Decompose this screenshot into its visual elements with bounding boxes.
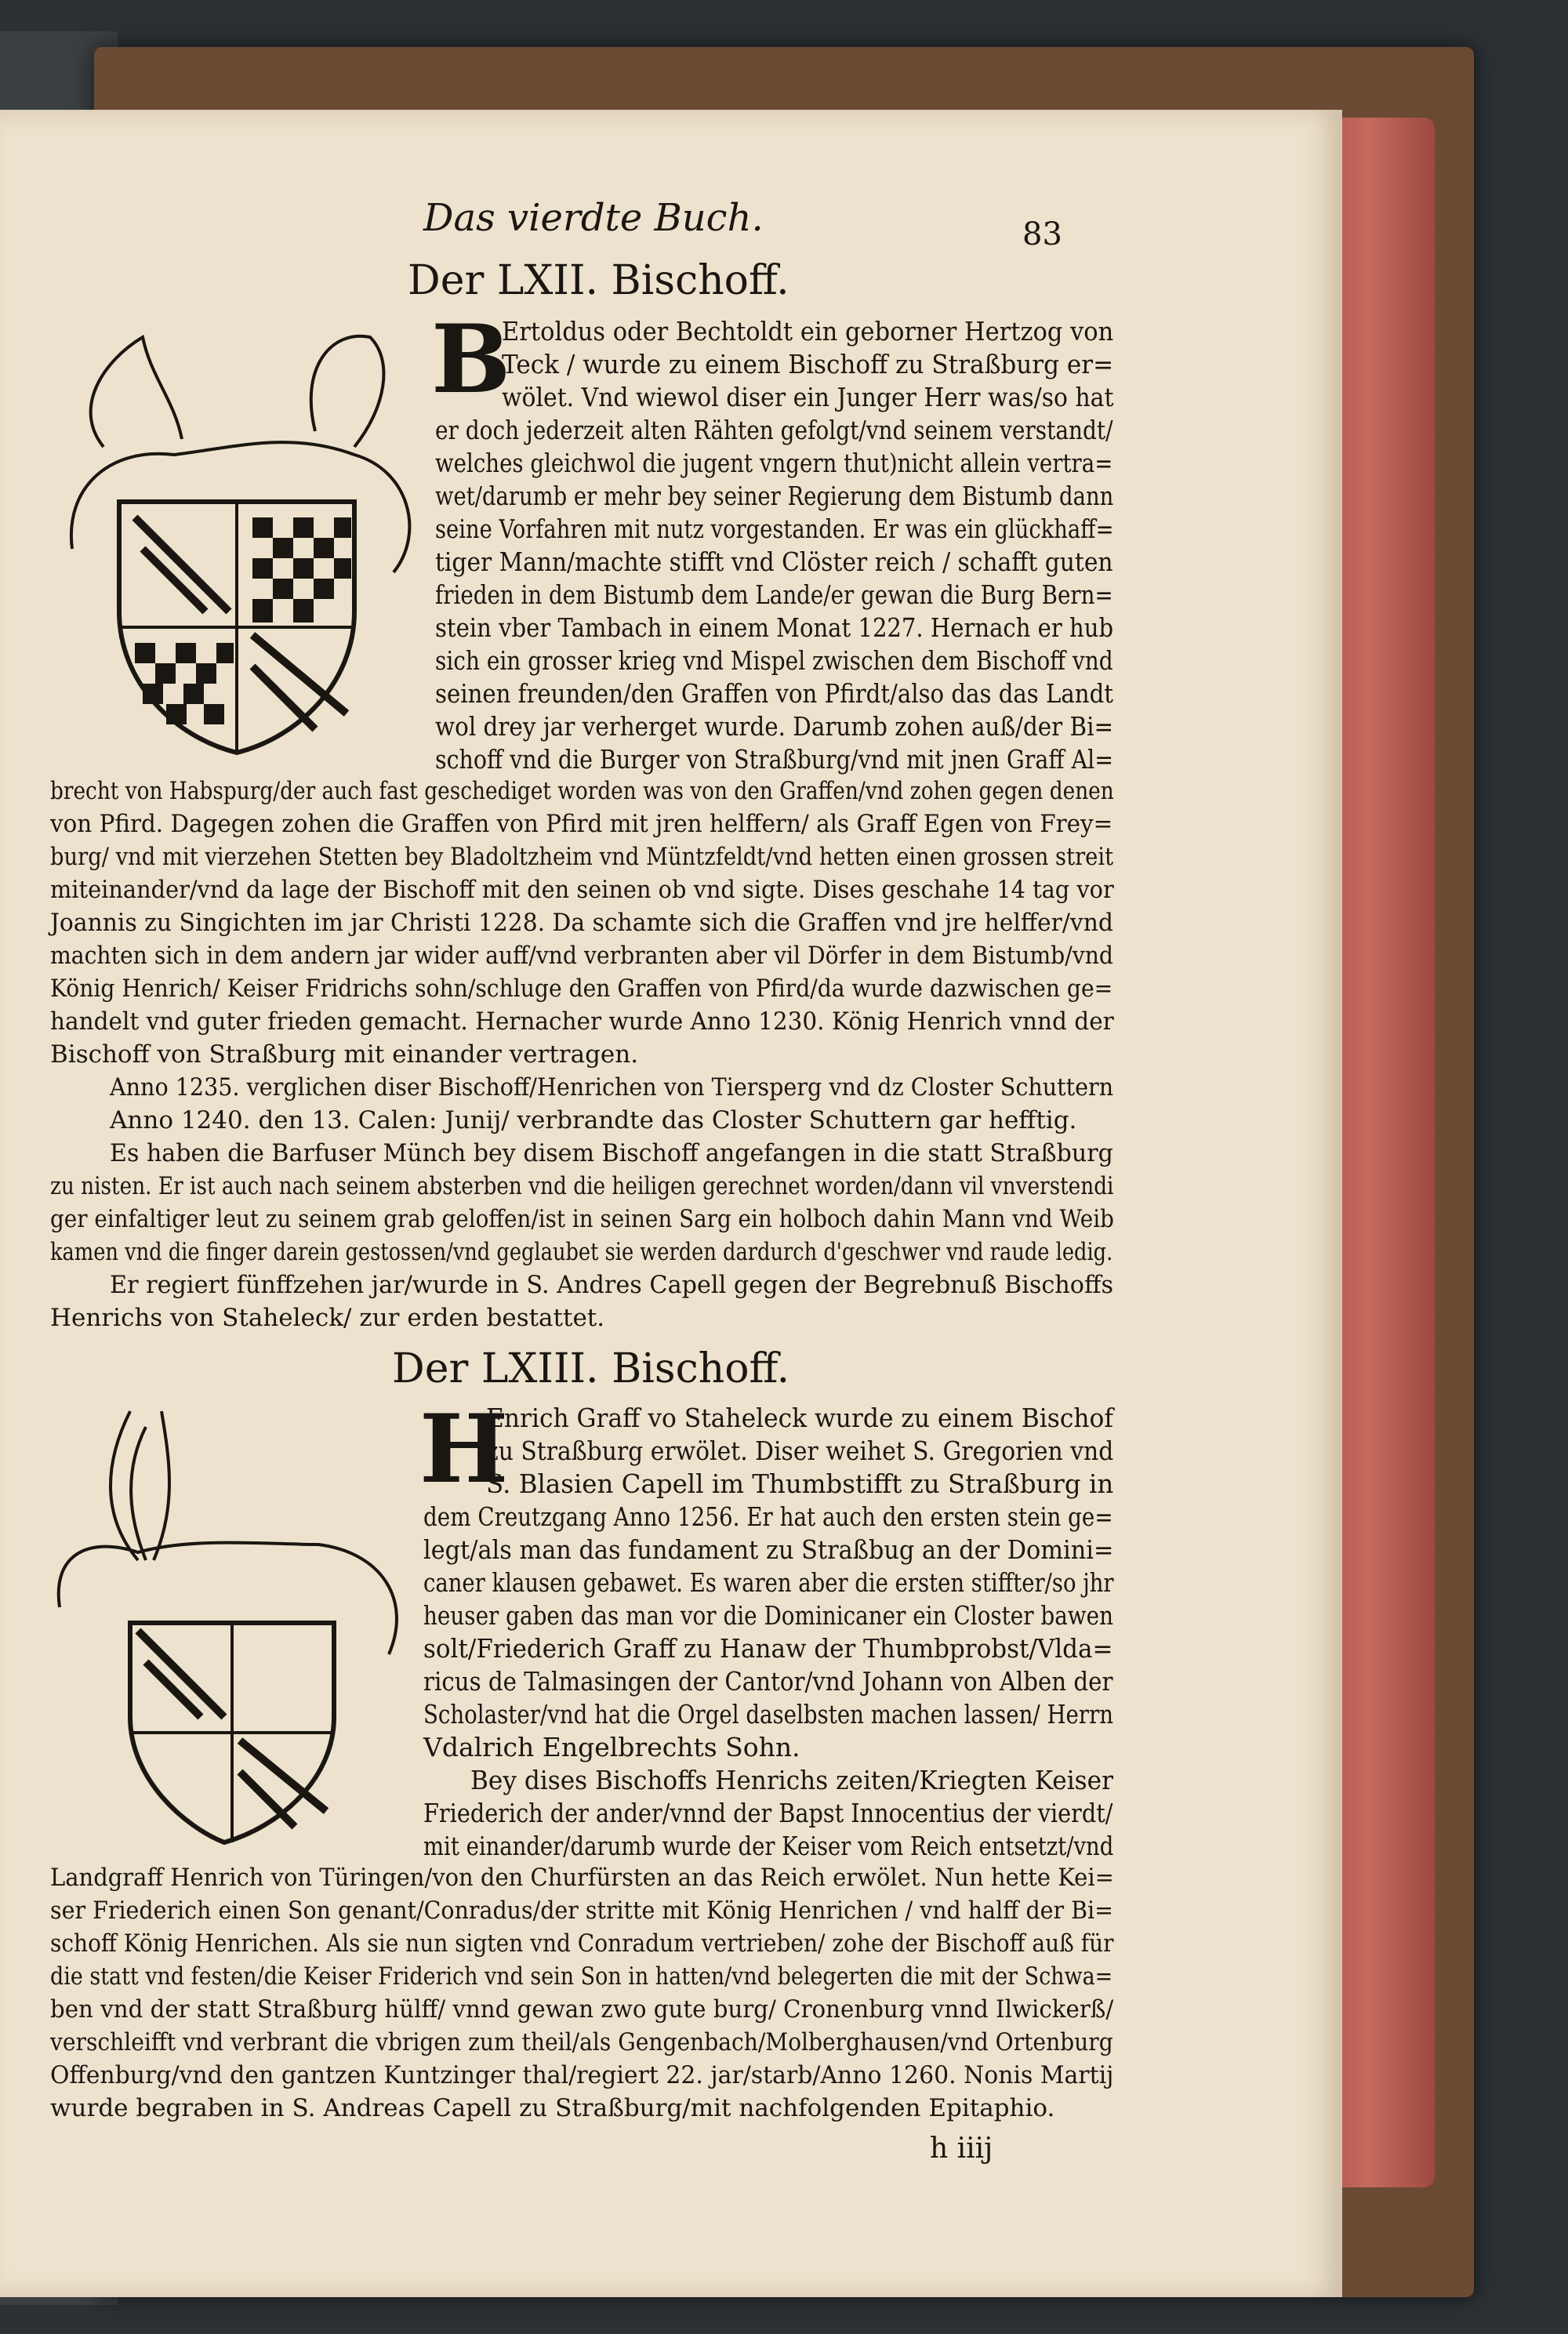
text-line: burg/ vnd mit vierzehen Stetten bey Bladoltzheim vnd Müntzfeldt/vnd hetten einen grossen streit	[50, 843, 1114, 871]
text-line: S. Blasien Capell im Thumbstifft zu Straßburg in	[486, 1468, 1114, 1499]
text-line: ger einfaltiger leut zu seinem grab geloffen/ist in seinen Sarg ein holboch dahin Mann vnd Weib	[50, 1205, 1114, 1233]
text-line: Bey dises Bischoffs Henrichs zeiten/Kriegten Keiser	[470, 1765, 1113, 1795]
folio-number: 83	[1022, 216, 1062, 252]
text-line: Henrichs von Staheleck/ zur erden bestattet.	[50, 1304, 605, 1332]
text-line: Teck / wurde zu einem Bischoff zu Straßburg er=	[502, 349, 1114, 379]
text-line: solt/Friederich Graff zu Hanaw der Thumbprobst/Vlda=	[423, 1633, 1113, 1664]
text-line: frieden in dem Bistumb dem Lande/er gewan die Burg Bern=	[435, 579, 1113, 610]
text-line: Friederich der ander/vnnd der Bapst Innocentius der vierdt/	[423, 1798, 1113, 1828]
text-line: Joannis zu Singichten im jar Christi 1228. Da schamte sich die Graffen vnd jre helffer/vnd	[50, 909, 1113, 937]
text-line: zu nisten. Er ist auch nach seinem absterben vnd die heiligen gerechnet worden/dann vil vnverstendi	[50, 1172, 1114, 1200]
text-line: Bischoff von Straßburg mit einander vertragen.	[50, 1040, 639, 1069]
section1-heading: Der LXII. Bischoff.	[408, 257, 789, 304]
text-line: brecht von Habspurg/der auch fast geschediget worden was von den Graffen/vnd zohen gegen denen	[50, 777, 1114, 805]
text-line: dem Creutzgang Anno 1256. Er hat auch den ersten stein ge=	[423, 1501, 1113, 1532]
text-line: kamen vnd die finger darein gestossen/vnd geglaubet sie werden dardurch d'geschwer vnd raude ledig.	[50, 1238, 1113, 1266]
text-line: Enrich Graff vo Staheleck wurde zu einem Bischof	[486, 1403, 1113, 1433]
text-line: schoff vnd die Burger von Straßburg/vnd mit jnen Graff Al=	[435, 744, 1114, 775]
section2-heading: Der LXIII. Bischoff.	[392, 1345, 790, 1392]
text-line: tiger Mann/machte stifft vnd Clöster reich / schafft guten	[435, 546, 1113, 577]
text-line: Anno 1240. den 13. Calen: Junij/ verbrandte das Closter Schuttern gar hefftig.	[110, 1106, 1077, 1134]
text-line: miteinander/vnd da lage der Bischoff mit den seinen ob vnd sigte. Dises geschahe 14 tag vor	[50, 876, 1114, 904]
text-line: Er regiert fünffzehen jar/wurde in S. Andres Capell gegen der Begrebnuß Bischoffs	[110, 1271, 1114, 1299]
text-line: die statt vnd festen/die Keiser Friderich vnd sein Son in hatten/vnd belegerten die mit der Schwa=	[50, 1962, 1113, 1991]
text-line: Anno 1235. verglichen diser Bischoff/Henrichen von Tiersperg vnd dz Closter Schuttern	[110, 1073, 1114, 1102]
text-line: wol drey jar verherget wurde. Darumb zohen auß/der Bi=	[435, 711, 1114, 742]
coat-of-arms-staheleck	[44, 1396, 412, 1866]
text-line: ricus de Talmasingen der Cantor/vnd Johann von Alben der	[423, 1666, 1113, 1697]
text-line: wet/darumb er mehr bey seiner Regierung dem Bistumb dann	[435, 481, 1114, 511]
text-line: sich ein grosser krieg vnd Mispel zwischen dem Bischoff vnd	[435, 645, 1113, 676]
text-line: wölet. Vnd wiewol diser ein Junger Herr was/so hat	[502, 382, 1114, 412]
coat-of-arms-teck	[56, 314, 425, 776]
text-line: Offenburg/vnd den gantzen Kuntzinger thal/regiert 22. jar/starb/Anno 1260. Nonis Martij	[50, 2061, 1114, 2089]
text-line: zu Straßburg erwölet. Diser weihet S. Gregorien vnd	[486, 1436, 1114, 1466]
text-line: Landgraff Henrich von Türingen/von den Churfürsten an das Reich erwölet. Nun hette Kei=	[50, 1864, 1114, 1892]
running-header: Das vierdte Buch.	[423, 196, 764, 240]
text-line: König Henrich/ Keiser Fridrichs sohn/schluge den Graffen von Pfird/da wurde dazwischen ge=	[50, 975, 1113, 1003]
section1-initial: B	[431, 304, 511, 415]
text-line: verschleifft vnd verbrant die vbrigen zum theil/als Gengenbach/Molberghausen/vnd Ortenburg	[50, 2028, 1113, 2056]
text-line: er doch jederzeit alten Rähten gefolgt/vnd seinem verstandt/	[435, 415, 1113, 445]
text-line: seine Vorfahren mit nutz vorgestanden. Er was ein glückhaff=	[435, 514, 1114, 544]
section2-initial: H	[419, 1394, 509, 1505]
text-line: legt/als man das fundament zu Straßbug an der Domini=	[423, 1534, 1114, 1565]
text-line: mit einander/darumb wurde der Keiser vom Reich entsetzt/vnd	[423, 1831, 1114, 1861]
text-line: Vdalrich Engelbrechts Sohn.	[423, 1732, 800, 1762]
text-line: Scholaster/vnd hat die Orgel daselbsten machen lassen/ Herrn	[423, 1699, 1114, 1730]
text-line: wurde begraben in S. Andreas Capell zu Straßburg/mit nachfolgenden Epitaphio.	[50, 2094, 1055, 2122]
signature-mark: h iiij	[930, 2133, 993, 2165]
text-line: handelt vnd guter frieden gemacht. Hernacher wurde Anno 1230. König Henrich vnnd der	[50, 1007, 1114, 1036]
text-line: seinen freunden/den Graffen von Pfirdt/also das das Landt	[435, 678, 1113, 709]
text-line: von Pfird. Dagegen zohen die Graffen von Pfird mit jren helffern/ als Graff Egen von Frey=	[50, 810, 1113, 838]
text-line: schoff König Henrichen. Als sie nun sigten vnd Conradum vertrieben/ zohe der Bischoff auß für	[50, 1929, 1114, 1958]
text-line: ben vnd der statt Straßburg hülff/ vnnd gewan zwo gute burg/ Cronenburg vnnd Ilwickerß/	[50, 1995, 1114, 2024]
text-line: ser Friederich einen Son genant/Conradus/der stritte mit König Henrichen / vnd halff der Bi=	[50, 1897, 1114, 1925]
text-line: caner klausen gebawet. Es waren aber die ersten stiffter/so jhr	[423, 1567, 1114, 1598]
text-line: stein vber Tambach in einem Monat 1227. Hernach er hub	[435, 612, 1114, 643]
text-line: Ertoldus oder Bechtoldt ein geborner Hertzog von	[502, 316, 1114, 347]
text-line: heuser gaben das man vor die Dominicaner ein Closter bawen	[423, 1600, 1113, 1631]
text-line: welches gleichwol die jugent vngern thut)nicht allein vertra=	[435, 448, 1113, 478]
text-line: Es haben die Barfuser Münch bey disem Bischoff angefangen in die statt Straßburg	[110, 1139, 1113, 1167]
text-line: machten sich in dem andern jar wider auff/vnd verbranten aber vil Dörfer in dem Bistumb/vnd	[50, 942, 1113, 970]
